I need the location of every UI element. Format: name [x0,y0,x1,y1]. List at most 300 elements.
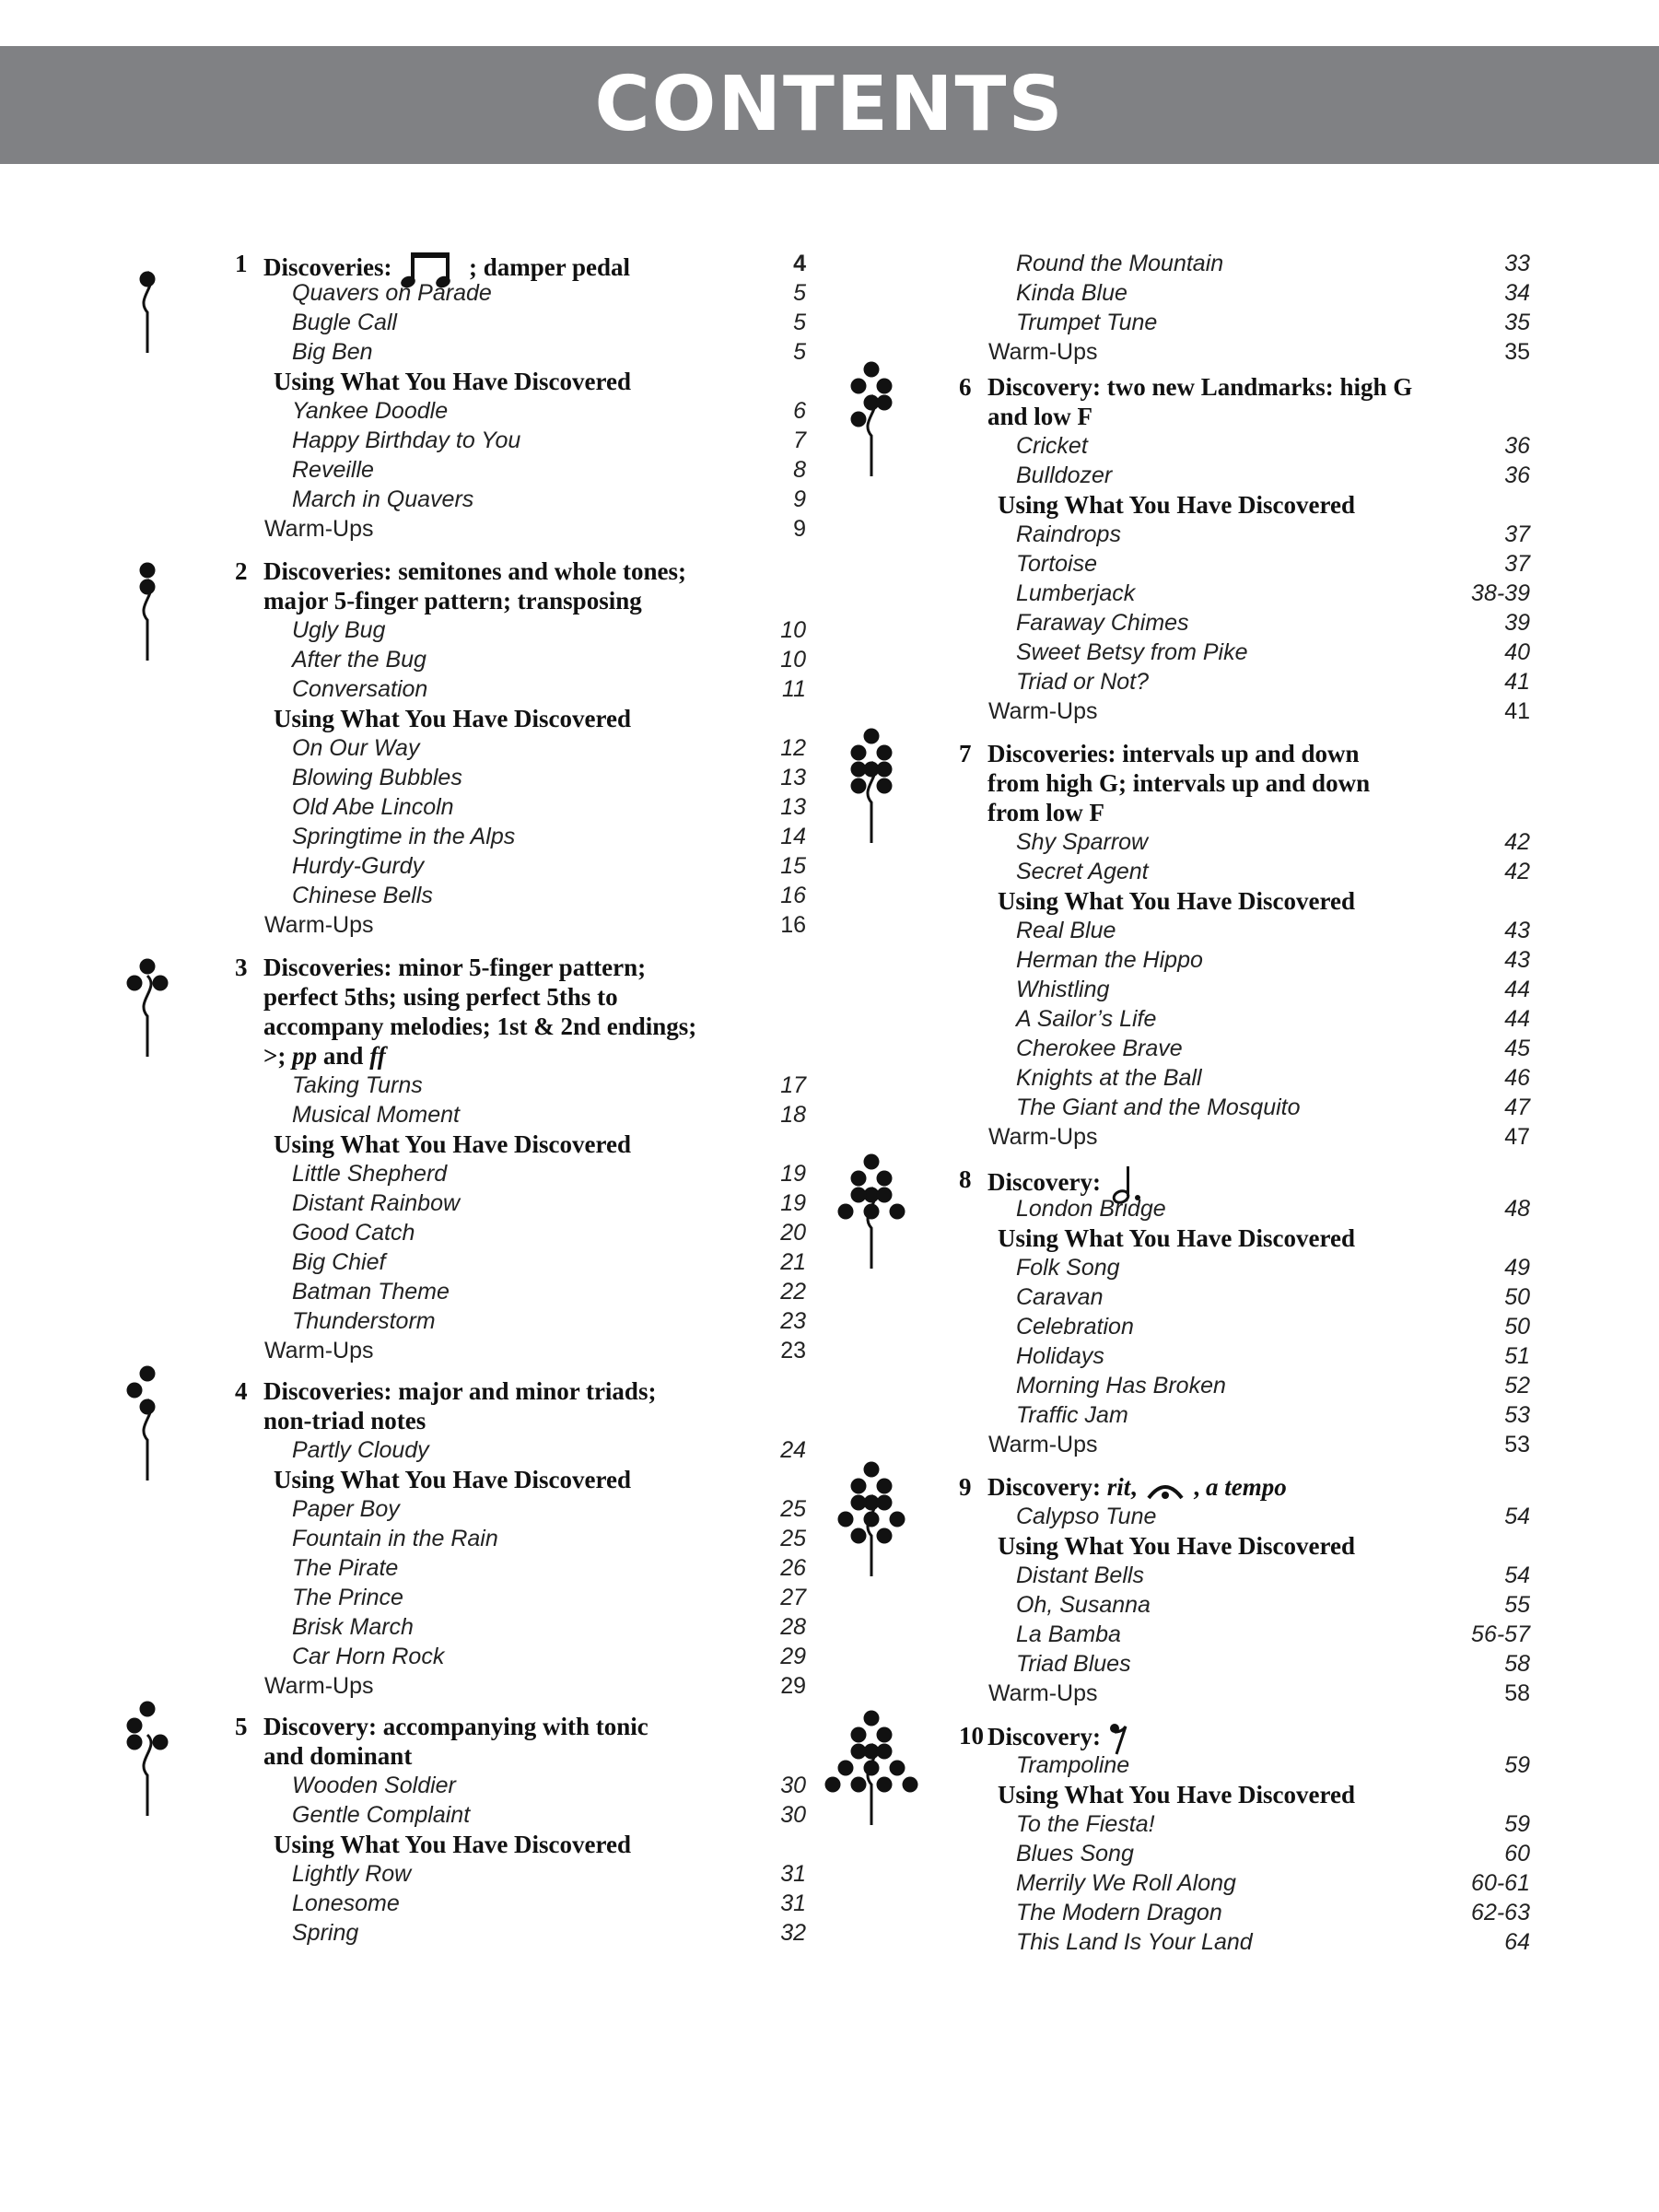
heading-text: ; damper pedal [462,253,630,282]
piece-entry [235,881,806,910]
piece-entry [959,916,1530,945]
piece-entry [959,278,1530,308]
page-number: 6 [793,398,806,424]
section-heading [235,1712,806,1741]
piece-entry [959,579,1530,608]
piece-entry [959,1282,1530,1312]
toc-section [235,1376,806,1701]
entry-title: Happy Birthday to You [292,427,521,453]
entry-title: Caravan [1016,1284,1104,1310]
entry-title: Paper Boy [292,1496,400,1522]
page-number: 47 [1504,1124,1530,1150]
page-number: 29 [780,1644,806,1669]
page-number: 45 [1504,1036,1530,1061]
section-number: 8 [959,1165,972,1193]
section-heading-continued: non-triad notes [263,1407,426,1434]
piece-entry [235,1071,806,1100]
page-number: 37 [1504,521,1530,547]
page-number: 47 [1504,1094,1530,1120]
toc-section [959,1472,1530,1708]
entry-title: Batman Theme [292,1279,450,1305]
section-heading [959,372,1530,402]
piece-entry [959,1502,1530,1531]
page-number: 19 [780,1190,806,1216]
piece-entry [235,1247,806,1277]
section-marker [821,1445,922,1587]
section-heading-continued: major 5-finger pattern; transposing [263,587,642,614]
section-heading [235,249,806,282]
page-number: 9 [793,486,806,512]
section-marker-icon [821,1693,922,1832]
entry-title: Warm-Ups [988,1680,1098,1706]
toc-section [959,249,1530,367]
piece-entry [959,1839,1530,1868]
piece-entry [235,396,806,426]
piece-entry [235,1800,806,1830]
piece-entry [235,851,806,881]
entry-title: Using What You Have Discovered [274,1831,632,1858]
section-number: 10 [959,1722,984,1750]
page-number: 41 [1504,669,1530,695]
entry-title: The Prince [292,1585,403,1610]
section-number: 6 [959,373,972,401]
toc-section [235,556,806,940]
page-number: 39 [1504,610,1530,636]
heading-text: Discovery: [987,1723,1107,1751]
piece-entry [959,1590,1530,1620]
page-number: 15 [780,853,806,879]
piece-entry [959,1341,1530,1371]
page-number: 49 [1504,1255,1530,1281]
entry-title: The Giant and the Mosquito [1016,1094,1301,1120]
toc-section [235,1712,806,1948]
page-number: 60 [1504,1841,1530,1867]
page-number: 59 [1504,1752,1530,1778]
section-marker [821,1137,922,1280]
entry-title: La Bamba [1016,1621,1121,1647]
entry-title: Old Abe Lincoln [292,794,454,820]
entry-title: Bulldozer [1016,462,1113,488]
entry-title: Shy Sparrow [1016,829,1149,855]
page-number: 16 [780,912,806,938]
entry-title: Bugle Call [292,310,397,335]
entry-title: Knights at the Ball [1016,1065,1202,1091]
page-number: 8 [793,457,806,483]
entry-title: Lightly Row [292,1861,412,1887]
piece-entry [959,1004,1530,1034]
toc-section [235,249,806,544]
section-heading-continued: perfect 5ths; using perfect 5ths to [263,983,618,1011]
toc-section [959,1165,1530,1459]
page-number: 42 [1504,859,1530,884]
piece-entry [235,645,806,674]
page-number: 16 [780,883,806,908]
page-number: 25 [780,1496,806,1522]
warm-ups-entry [959,337,1530,367]
section-heading [959,1721,1530,1750]
entry-title: Celebration [1016,1314,1134,1340]
entry-title: Sweet Betsy from Pike [1016,639,1248,665]
heading-text: Discoveries: [263,253,399,282]
page-number: 7 [793,427,806,453]
page-number: 30 [780,1773,806,1798]
entry-title: Spring [292,1920,359,1946]
entry-title: After the Bug [292,647,426,673]
section-marker-icon [97,925,198,1063]
warm-ups-entry [235,1336,806,1365]
section-number: 3 [235,954,248,981]
heading-text: Discoveries: major and minor triads; [263,1377,657,1405]
page-number: 60-61 [1471,1870,1530,1896]
entry-title: Triad or Not? [1016,669,1150,695]
heading-text: Discovery: [987,1473,1107,1501]
piece-entry [235,1612,806,1642]
page-number: 59 [1504,1811,1530,1837]
section-number: 9 [959,1473,972,1501]
page-number: 22 [780,1279,806,1305]
entry-title: Conversation [292,676,428,702]
section-heading-continued: from low F [987,799,1104,826]
entry-title: Round the Mountain [1016,251,1224,276]
entry-title: Using What You Have Discovered [274,368,632,395]
page-number: 34 [1504,280,1530,306]
piece-entry [959,549,1530,579]
page-number: 25 [780,1526,806,1551]
piece-entry [959,308,1530,337]
piece-entry [235,733,806,763]
entry-title: This Land Is Your Land [1016,1929,1253,1955]
piece-entry [959,1371,1530,1400]
page-number: 54 [1504,1504,1530,1529]
piece-entry [235,1188,806,1218]
entry-title: Oh, Susanna [1016,1592,1151,1618]
entry-title: Merrily We Roll Along [1016,1870,1236,1896]
entry-title: Using What You Have Discovered [274,705,632,732]
entry-title: Musical Moment [292,1102,460,1128]
page-number: 18 [780,1102,806,1128]
using-discovered-heading [959,490,1530,520]
fermata-icon [1143,1476,1187,1504]
page-number: 14 [780,824,806,849]
page-number: 31 [780,1890,806,1916]
entry-title: London Bridge [1016,1196,1166,1222]
section-heading [235,556,806,586]
page-number: 11 [782,676,806,702]
entry-title: Distant Rainbow [292,1190,461,1216]
section-number: 2 [235,557,248,585]
page-number: 32 [780,1920,806,1946]
piece-entry [959,1620,1530,1649]
piece-entry [235,1435,806,1465]
section-marker [97,529,198,672]
entry-title: On Our Way [292,735,420,761]
entry-title: Gentle Complaint [292,1802,471,1828]
section-heading [959,1165,1530,1197]
page-number: 58 [1504,1680,1530,1706]
section-marker-icon [821,1445,922,1583]
entry-title: Using What You Have Discovered [274,1130,632,1158]
entry-title: Using What You Have Discovered [998,1224,1356,1252]
page-number: 27 [780,1585,806,1610]
section-marker-icon [97,1349,198,1487]
section-marker-icon [821,1137,922,1275]
entry-title: Brisk March [292,1614,414,1640]
entry-title: Using What You Have Discovered [998,1781,1356,1808]
section-marker [821,345,922,487]
piece-entry [235,485,806,514]
page-number: 23 [780,1338,806,1363]
toc-section [959,1721,1530,1957]
page-number: 41 [1504,698,1530,724]
heading-text: , [1186,1473,1206,1501]
page-number: 43 [1504,918,1530,943]
warm-ups-entry [235,1671,806,1701]
piece-entry [959,638,1530,667]
entry-title: Warm-Ups [264,516,374,542]
entry-title: Car Horn Rock [292,1644,445,1669]
entry-title: March in Quavers [292,486,474,512]
heading-text: Discovery: two new Landmarks: high G [987,373,1413,401]
page-number: 35 [1504,339,1530,365]
page-number: 62-63 [1471,1900,1530,1925]
section-heading [959,1472,1530,1502]
section-number: 1 [235,250,248,277]
entry-title: Partly Cloudy [292,1437,429,1463]
entry-title: Triad Blues [1016,1651,1131,1677]
section-heading [235,1376,806,1406]
section-marker-icon [97,1684,198,1822]
entry-title: Wooden Soldier [292,1773,456,1798]
page-number: 30 [780,1802,806,1828]
page-number: 52 [1504,1373,1530,1399]
piece-entry [235,1159,806,1188]
entry-title: Warm-Ups [264,1673,374,1699]
entry-title: Real Blue [1016,918,1116,943]
piece-entry [959,857,1530,886]
piece-entry [959,1063,1530,1093]
page-number: 20 [780,1220,806,1246]
section-marker [97,925,198,1068]
page-title: CONTENTS [594,61,1065,148]
entry-title: Taking Turns [292,1072,423,1098]
entry-title: Whistling [1016,977,1110,1002]
page-number: 44 [1504,1006,1530,1032]
piece-entry [235,426,806,455]
piece-entry [959,520,1530,549]
entry-title: Trumpet Tune [1016,310,1158,335]
entry-title: Blowing Bubbles [292,765,462,790]
page-number: 17 [780,1072,806,1098]
entry-title: Warm-Ups [988,339,1098,365]
page-number: 35 [1504,310,1530,335]
heading-text: pp [292,1042,318,1070]
entry-title: Hurdy-Gurdy [292,853,425,879]
entry-title: Warm-Ups [988,698,1098,724]
section-number: 5 [235,1713,248,1740]
piece-entry [959,1927,1530,1957]
section-marker [821,1693,922,1836]
page-number: 28 [780,1614,806,1640]
page-number: 5 [793,310,806,335]
heading-text: Discovery: accompanying with tonic [263,1713,648,1740]
piece-entry [959,1809,1530,1839]
page-number: 51 [1504,1343,1530,1369]
page-number: 26 [780,1555,806,1581]
page-number: 4 [793,251,806,276]
entry-title: Trampoline [1016,1752,1130,1778]
heading-text: rit [1106,1473,1131,1501]
piece-entry [959,1649,1530,1679]
section-marker-icon [821,711,922,849]
heading-text: >; [263,1042,293,1070]
piece-entry [959,1868,1530,1898]
entry-title: Using What You Have Discovered [274,1466,632,1493]
toc-left-column [235,249,806,1948]
section-marker-icon [821,345,922,483]
page-number: 40 [1504,639,1530,665]
piece-entry [235,455,806,485]
entry-title: Springtime in the Alps [292,824,516,849]
entry-title: Big Chief [292,1249,386,1275]
section-heading-continued [235,1041,806,1071]
piece-entry [235,1859,806,1889]
page-number: 55 [1504,1592,1530,1618]
page-number: 56-57 [1471,1621,1530,1647]
piece-entry [235,278,806,308]
piece-entry [959,431,1530,461]
section-marker [97,221,198,364]
page-number: 12 [780,735,806,761]
piece-entry [235,1771,806,1800]
piece-entry [959,1561,1530,1590]
page-number: 38-39 [1471,580,1530,606]
piece-entry [235,615,806,645]
entry-title: Traffic Jam [1016,1402,1128,1428]
piece-entry [959,1093,1530,1122]
piece-entry [959,667,1530,696]
entry-title: Fountain in the Rain [292,1526,498,1551]
page-number: 9 [793,516,806,542]
entry-title: Using What You Have Discovered [998,887,1356,915]
contents-banner [0,46,1659,164]
piece-entry [235,792,806,822]
piece-entry [235,1218,806,1247]
using-discovered-heading [235,367,806,396]
page-number: 10 [780,647,806,673]
entry-title: Folk Song [1016,1255,1120,1281]
using-discovered-heading [235,1465,806,1494]
piece-entry [959,608,1530,638]
entry-title: Big Ben [292,339,373,365]
piece-entry [235,1100,806,1129]
toc-section [959,739,1530,1152]
heading-text: Discoveries: intervals up and down [987,740,1360,767]
piece-entry [959,1750,1530,1780]
warm-ups-entry [235,514,806,544]
page-number: 13 [780,794,806,820]
piece-entry [959,945,1530,975]
section-heading-continued: and dominant [263,1742,413,1770]
piece-entry [235,308,806,337]
page-number: 24 [780,1437,806,1463]
heading-text: a tempo [1205,1473,1287,1501]
entry-title: Using What You Have Discovered [998,491,1356,519]
page-number: 50 [1504,1314,1530,1340]
using-discovered-heading [959,1223,1530,1253]
entry-title: Distant Bells [1016,1562,1144,1588]
entry-title: Warm-Ups [264,1338,374,1363]
page-number: 23 [780,1308,806,1334]
using-discovered-heading [959,886,1530,916]
entry-title: Good Catch [292,1220,415,1246]
entry-title: Kinda Blue [1016,280,1127,306]
page-number: 44 [1504,977,1530,1002]
using-discovered-heading [959,1531,1530,1561]
page-number: 58 [1504,1651,1530,1677]
warm-ups-entry [959,696,1530,726]
piece-entry [235,1918,806,1948]
entry-title: Little Shepherd [292,1161,448,1187]
entry-title: Blues Song [1016,1841,1134,1867]
entry-title: Tortoise [1016,551,1098,577]
piece-entry [235,763,806,792]
piece-entry [959,461,1530,490]
entry-title: Herman the Hippo [1016,947,1203,973]
entry-title: Holidays [1016,1343,1104,1369]
section-marker-icon [97,529,198,667]
section-marker [821,711,922,854]
entry-title: Morning Has Broken [1016,1373,1226,1399]
page-number: 50 [1504,1284,1530,1310]
page-number: 21 [780,1249,806,1275]
entry-title: Ugly Bug [292,617,386,643]
entry-title: Yankee Doodle [292,398,449,424]
page-number: 29 [780,1673,806,1699]
piece-entry [235,1889,806,1918]
page-number: 36 [1504,433,1530,459]
warm-ups-entry [959,1430,1530,1459]
piece-entry [959,249,1530,278]
section-number: 7 [959,740,972,767]
heading-text: Discoveries: semitones and whole tones; [263,557,686,585]
using-discovered-heading [959,1780,1530,1809]
section-heading [235,953,806,982]
piece-entry [959,1034,1530,1063]
page-number: 13 [780,765,806,790]
entry-title: The Modern Dragon [1016,1900,1222,1925]
warm-ups-entry [959,1122,1530,1152]
page-number: 5 [793,280,806,306]
section-marker [97,1349,198,1492]
piece-entry [235,1524,806,1553]
entry-title: To the Fiesta! [1016,1811,1155,1837]
piece-entry [235,674,806,704]
toc-right-column [959,249,1530,1957]
using-discovered-heading [235,704,806,733]
entry-title: Reveille [292,457,374,483]
entry-title: Calypso Tune [1016,1504,1157,1529]
page-number: 31 [780,1861,806,1887]
toc-section [959,372,1530,726]
entry-title: Cricket [1016,433,1088,459]
heading-text: , [1130,1473,1143,1501]
piece-entry [235,337,806,367]
piece-entry [959,1898,1530,1927]
piece-entry [235,1553,806,1583]
page-number: 43 [1504,947,1530,973]
heading-text: ff [369,1042,386,1070]
piece-entry [959,975,1530,1004]
